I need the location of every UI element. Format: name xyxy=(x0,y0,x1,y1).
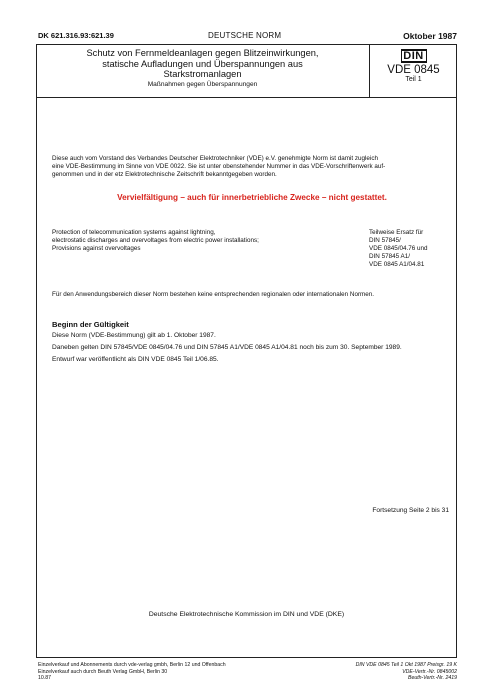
intro-line: eine VDE-Bestimmung im Sinne von VDE 0022. Sie ist unter obenstehender Nummer in das VDE-Vorschriftenwerk auf- xyxy=(52,163,386,170)
replacement-line: DIN 57845/ xyxy=(369,237,401,244)
title-box xyxy=(36,44,370,98)
english-title xyxy=(52,229,332,253)
footer-line: VDE-Vertr.-Nr. 0845002 xyxy=(402,668,457,675)
copy-warning: Vervielfältigung – auch für innerbetriebliche Zwecke – nicht gestattet. xyxy=(117,193,387,202)
title-line: Schutz von Fernmeldeanlagen gegen Blitzeinwirkungen, xyxy=(86,48,319,58)
english-title-line: Provisions against overvoltages xyxy=(52,245,141,252)
replacement-line: DIN 57845 A1/ xyxy=(369,253,410,260)
footer-line: 10.87 xyxy=(38,675,51,682)
intro-line: genommen und in der etz Elektrotechnische Zeitschrift bekanntgegeben worden. xyxy=(52,171,277,178)
replacement-line: VDE 0845 A1/04.81 xyxy=(369,261,425,268)
title-line: statische Aufladungen und Überspannungen aus xyxy=(102,58,303,69)
english-title-line: Protection of telecommunication systems against lightning, xyxy=(52,229,216,236)
norm-label: DEUTSCHE NORM xyxy=(208,31,282,40)
validity-line: Diese Norm (VDE-Bestimmung) gilt ab 1. Oktober 1987. xyxy=(52,332,216,339)
scope-note: Für den Anwendungsbereich dieser Norm bestehen keine entsprechenden regionalen oder internationalen Normen. xyxy=(52,291,375,298)
validity-line: Daneben gelten DIN 57845/VDE 0845/04.76 und DIN 57845 A1/VDE 0845 A1/04.81 noch bis zum 30. September 1989. xyxy=(52,344,402,351)
replacement-line: Teilweise Ersatz für xyxy=(369,229,424,236)
standard-number: VDE 0845 xyxy=(387,64,440,76)
footer-order-info xyxy=(356,662,457,682)
standard-box xyxy=(370,44,457,98)
intro-paragraph xyxy=(52,155,452,179)
dk-number: DK 621.316.93:621.39 xyxy=(38,31,114,40)
commission-name: Deutsche Elektrotechnische Kommission im DIN und VDE (DKE) xyxy=(148,611,345,618)
footer-line: Beuth-Vertr.-Nr. 2419 xyxy=(407,675,457,682)
footer-line: DIN VDE 0845 Teil 1 Okt 1987 Preisgr. 19 K xyxy=(355,662,457,668)
footer-line: Einzelverkauf auch durch Beuth Verlag GmbH, Berlin 30 xyxy=(38,668,168,675)
validity-line: Entwurf war veröffentlicht als DIN VDE 0845 Teil 1/06.85. xyxy=(52,356,219,363)
continuation-note: Fortsetzung Seite 2 bis 31 xyxy=(372,507,449,514)
footer-line: Einzelverkauf und Abonnements durch vde-verlag gmbh, Berlin 12 und Offenbach xyxy=(38,662,226,668)
intro-line: Diese auch vom Vorstand des Verbandes Deutscher Elektrotechniker (VDE) e.V. genehmigte Norm ist damit zugleich xyxy=(52,155,378,162)
footer-sales-info xyxy=(38,662,226,682)
din-logo: DIN xyxy=(401,49,427,63)
standard-part: Teil 1 xyxy=(405,76,422,83)
replacement-note xyxy=(369,229,459,269)
document-title xyxy=(36,48,369,80)
publication-date: Oktober 1987 xyxy=(403,31,457,41)
title-line: Starkstromanlagen xyxy=(163,69,242,80)
document-subtitle: Maßnahmen gegen Überspannungen xyxy=(147,80,258,88)
validity-heading: Beginn der Gültigkeit xyxy=(52,320,129,329)
replacement-line: VDE 0845/04.76 und xyxy=(369,245,428,252)
english-title-line: electrostatic discharges and overvoltages from electric power installations; xyxy=(52,237,259,244)
